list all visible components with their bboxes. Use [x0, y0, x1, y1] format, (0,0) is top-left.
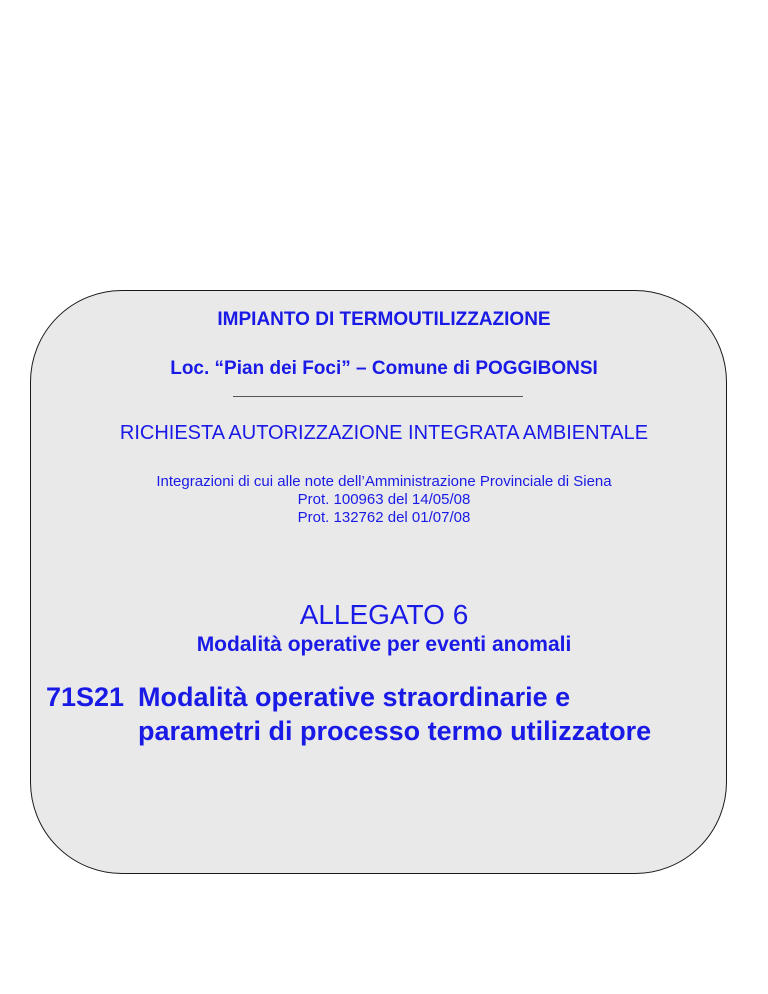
document-code: 71S21 — [46, 682, 125, 712]
annex-title: ALLEGATO 6 — [299, 599, 469, 630]
integrations-intro: Integrazioni di cui alle note dell’Amministrazione Provinciale di Siena — [156, 473, 612, 490]
document-title-line-1 — [46, 680, 651, 714]
request-title: RICHIESTA AUTORIZZAZIONE INTEGRATA AMBIENTALE — [119, 422, 649, 444]
document-title — [46, 680, 651, 748]
document-title-text-1: Modalità operative straordinarie e — [138, 682, 571, 712]
annex-subtitle: Modalità operative per eventi anomali — [196, 633, 572, 656]
location-line: Loc. “Pian dei Foci” – Comune di POGGIBONSI — [170, 358, 598, 379]
document-title-line-2: parametri di processo termo utilizzatore — [138, 716, 652, 746]
protocol-2: Prot. 132762 del 01/07/08 — [297, 509, 471, 526]
plant-header: IMPIANTO DI TERMOUTILIZZAZIONE — [217, 309, 551, 330]
divider-rule — [233, 396, 523, 397]
protocol-1: Prot. 100963 del 14/05/08 — [297, 491, 471, 508]
